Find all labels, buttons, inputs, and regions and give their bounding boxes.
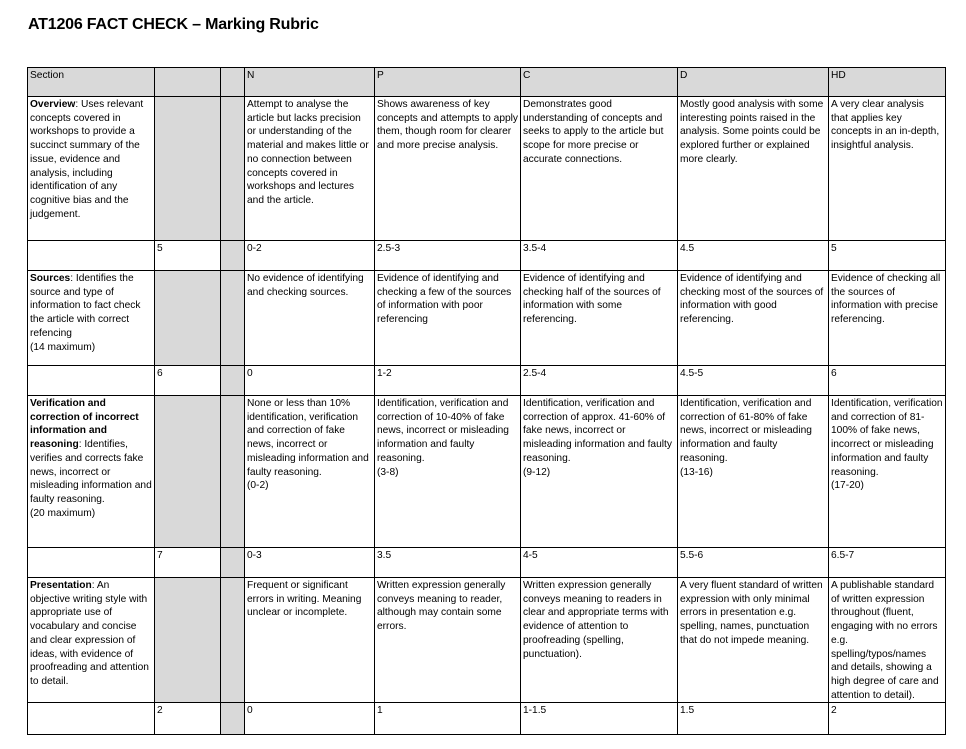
section-overview — [28, 97, 155, 241]
presentation-criteria-row — [28, 578, 946, 703]
section-description: : An objective writing style with appropriate use of vocabulary and concise and clear expression of ideas, with evidence of proofreading and attention to detail. — [30, 580, 149, 687]
score-hd: 5 — [829, 241, 946, 271]
max-score: 2 — [155, 703, 221, 735]
criteria-c: Demonstrates good understanding of concepts and seeks to apply to the article but scope for more precise or accurate connections. — [521, 97, 678, 241]
section-title: Overview — [30, 99, 76, 110]
score-n: 0 — [245, 703, 375, 735]
criteria-c: Evidence of identifying and checking half of the sources of information with some referencing. — [521, 271, 678, 366]
score-c: 3.5-4 — [521, 241, 678, 271]
criteria-range: (3-8) — [377, 466, 399, 478]
criteria-p — [375, 396, 521, 548]
criteria-hd: A very clear analysis that applies key concepts in an in-depth, insightful analysis. — [829, 97, 946, 241]
criteria-p: Shows awareness of key concepts and attempts to apply them, though room for clearer and more precise analysis. — [375, 97, 521, 241]
section-maximum: (20 maximum) — [30, 507, 96, 519]
header-p: P — [375, 68, 521, 97]
max-score: 5 — [155, 241, 221, 271]
score-label-cell — [28, 241, 155, 271]
criteria-d: A very fluent standard of written expression with only minimal errors in presentation e.g. spelling, names, punctuation that do not impede meaning. — [678, 578, 829, 703]
verification-score-row — [28, 548, 946, 578]
section-title: Presentation — [30, 580, 92, 591]
section-description: : Identifies, verifies and corrects fake news, incorrect or misleading information and faulty reasoning. — [30, 439, 152, 505]
max-score: 7 — [155, 548, 221, 578]
criteria-hd: Evidence of checking all the sources of information with precise referencing. — [829, 271, 946, 366]
score-d: 4.5-5 — [678, 366, 829, 396]
score-p: 1 — [375, 703, 521, 735]
gap-cell — [221, 271, 245, 366]
criteria-n: No evidence of identifying and checking sources. — [245, 271, 375, 366]
score-label-cell — [28, 703, 155, 735]
gap-cell — [221, 548, 245, 578]
score-p: 1-2 — [375, 366, 521, 396]
max-cell — [155, 271, 221, 366]
score-c: 1-1.5 — [521, 703, 678, 735]
max-cell — [155, 396, 221, 548]
score-c: 2.5-4 — [521, 366, 678, 396]
score-d: 5.5-6 — [678, 548, 829, 578]
verification-criteria-row — [28, 396, 946, 548]
criteria-d: Evidence of identifying and checking most of the sources of information with good referencing. — [678, 271, 829, 366]
section-presentation — [28, 578, 155, 703]
score-hd: 2 — [829, 703, 946, 735]
header-c: C — [521, 68, 678, 97]
gap-cell — [221, 703, 245, 735]
criteria-hd: A publishable standard of written expression throughout (fluent, engaging with no errors e.g. spelling/typos/names and details, showing a high degree of care and attention to detail). — [829, 578, 946, 703]
gap-cell — [221, 241, 245, 271]
criteria-p: Evidence of identifying and checking a few of the sources of information with poor referencing — [375, 271, 521, 366]
criteria-d: Mostly good analysis with some interesting points raised in the analysis. Some points could be explored further or explained more clearly. — [678, 97, 829, 241]
score-n: 0-2 — [245, 241, 375, 271]
criteria-text: Identification, verification and correction of 61-80% of fake news, incorrect or misleading information and faulty reasoning. — [680, 398, 812, 464]
header-hd: HD — [829, 68, 946, 97]
header-max-column — [155, 68, 221, 97]
score-c: 4-5 — [521, 548, 678, 578]
criteria-range: (9-12) — [523, 466, 551, 478]
max-cell — [155, 578, 221, 703]
section-verification — [28, 396, 155, 548]
criteria-hd — [829, 396, 946, 548]
criteria-p: Written expression generally conveys meaning to reader, although may contain some errors. — [375, 578, 521, 703]
presentation-score-row — [28, 703, 946, 735]
sources-criteria-row — [28, 271, 946, 366]
gap-cell — [221, 366, 245, 396]
header-section: Section — [28, 68, 155, 97]
score-hd: 6 — [829, 366, 946, 396]
score-label-cell — [28, 548, 155, 578]
section-description: : Uses relevant concepts covered in workshops to provide a succinct summary of the issue, evidence and analysis, including identification of any cognitive bias and the judgement. — [30, 99, 144, 220]
section-maximum: (14 maximum) — [30, 341, 96, 353]
score-d: 1.5 — [678, 703, 829, 735]
gap-cell — [221, 97, 245, 241]
overview-score-row — [28, 241, 946, 271]
criteria-text: Identification, verification and correction of approx. 41-60% of fake news, incorrect or misleading information and faulty reasoning. — [523, 398, 672, 464]
criteria-n: Frequent or significant errors in writing. Meaning unclear or incomplete. — [245, 578, 375, 703]
score-label-cell — [28, 366, 155, 396]
criteria-range: (17-20) — [831, 480, 864, 492]
score-p: 3.5 — [375, 548, 521, 578]
criteria-range: (0-2) — [247, 480, 269, 492]
gap-cell — [221, 578, 245, 703]
section-title: Sources — [30, 273, 71, 284]
score-d: 4.5 — [678, 241, 829, 271]
criteria-n: Attempt to analyse the article but lacks precision or understanding of the material and makes little or no connection between concepts covered in workshops and lectures and the article. — [245, 97, 375, 241]
header-n: N — [245, 68, 375, 97]
criteria-c — [521, 396, 678, 548]
document-title: AT1206 FACT CHECK – Marking Rubric — [28, 16, 319, 33]
section-title: Verification and correction of incorrect information and reasoning — [30, 398, 139, 451]
criteria-c: Written expression generally conveys meaning to readers in clear and appropriate terms with evidence of attention to proofreading (spelling, punctuation). — [521, 578, 678, 703]
criteria-text: Identification, verification and correction of 81-100% of fake news, incorrect or misleading information and faulty reasoning. — [831, 398, 943, 478]
overview-criteria-row — [28, 97, 946, 241]
criteria-n — [245, 396, 375, 548]
gap-cell — [221, 396, 245, 548]
section-description: : Identifies the source and type of information to fact check the article with correct refencing — [30, 273, 141, 339]
sources-score-row — [28, 366, 946, 396]
score-n: 0 — [245, 366, 375, 396]
header-d: D — [678, 68, 829, 97]
criteria-text: None or less than 10% identification, verification and correction of fake news, incorrect or misleading information and faulty reasoning. — [247, 398, 369, 478]
score-n: 0-3 — [245, 548, 375, 578]
max-score: 6 — [155, 366, 221, 396]
score-p: 2.5-3 — [375, 241, 521, 271]
criteria-d — [678, 396, 829, 548]
header-gap-column — [221, 68, 245, 97]
header-row — [28, 68, 946, 97]
score-hd: 6.5-7 — [829, 548, 946, 578]
section-sources — [28, 271, 155, 366]
marking-rubric-table — [27, 67, 946, 735]
criteria-text: Identification, verification and correction of 10-40% of fake news, incorrect or misleading information and faulty reasoning. — [377, 398, 509, 464]
criteria-range: (13-16) — [680, 466, 713, 478]
max-cell — [155, 97, 221, 241]
